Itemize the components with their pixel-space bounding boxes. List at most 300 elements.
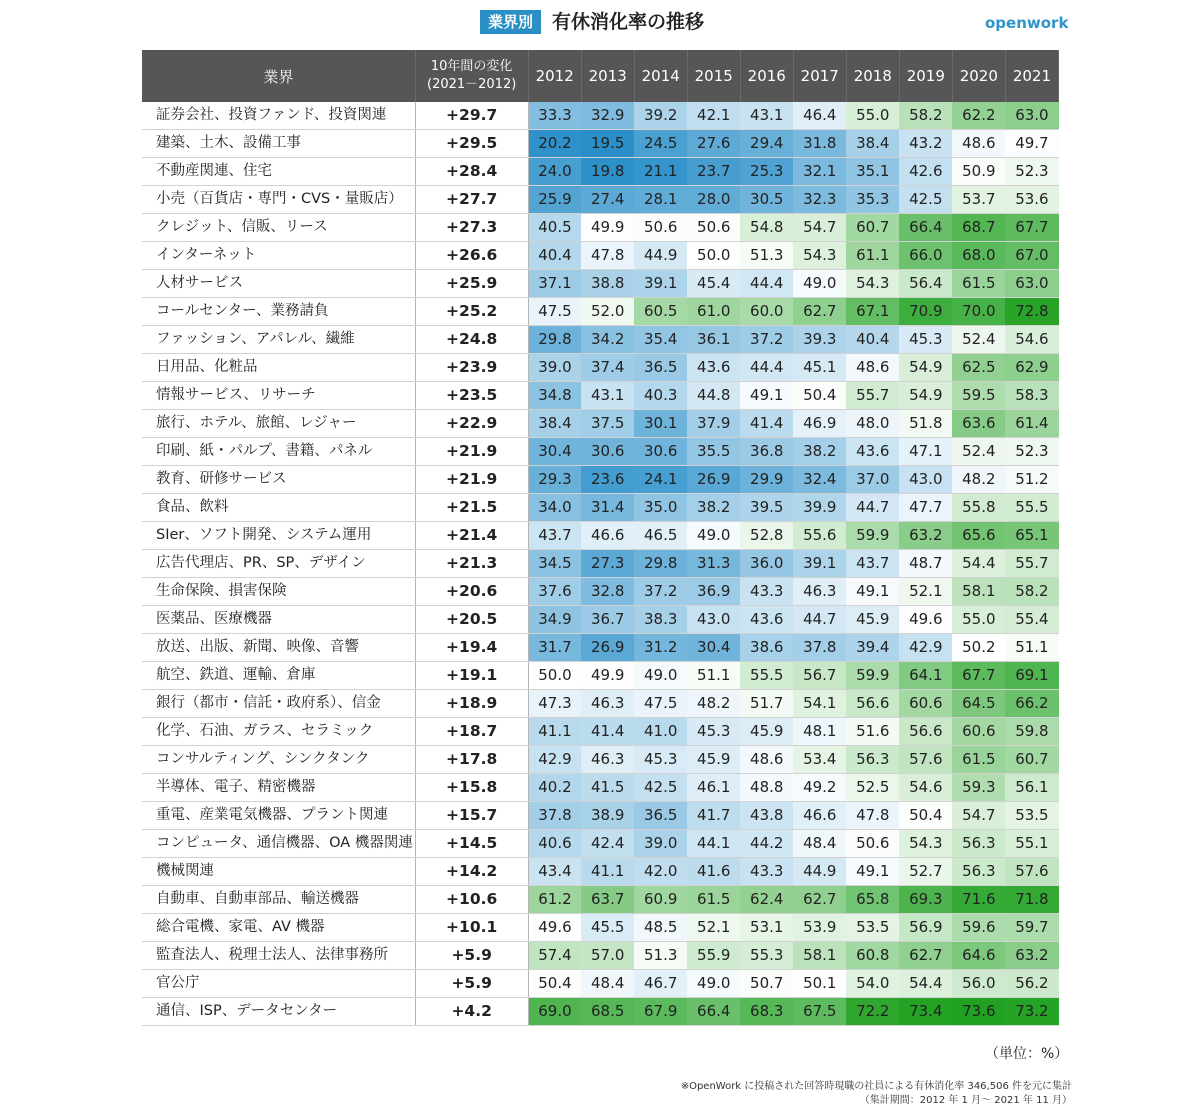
rate-cell: 24.1 xyxy=(634,466,687,494)
rate-cell: 42.4 xyxy=(581,830,634,858)
rate-cell: 44.1 xyxy=(687,830,740,858)
change-value: +26.6 xyxy=(415,242,528,270)
rate-cell: 33.3 xyxy=(528,102,581,130)
rate-cell: 31.7 xyxy=(528,634,581,662)
rate-cell: 67.7 xyxy=(952,662,1005,690)
rate-cell: 38.2 xyxy=(793,438,846,466)
rate-cell: 50.4 xyxy=(528,970,581,998)
rate-cell: 36.9 xyxy=(687,578,740,606)
rate-cell: 71.8 xyxy=(1005,886,1058,914)
table-row xyxy=(142,662,1059,690)
rate-cell: 62.7 xyxy=(793,886,846,914)
industry-name: SIer、ソフト開発、システム運用 xyxy=(142,522,415,550)
rate-cell: 52.1 xyxy=(687,914,740,942)
rate-cell: 24.0 xyxy=(528,158,581,186)
change-value: +14.5 xyxy=(415,830,528,858)
table-row xyxy=(142,774,1059,802)
rate-cell: 31.4 xyxy=(581,494,634,522)
rate-cell: 63.6 xyxy=(952,410,1005,438)
change-header-line1: 10年間の変化 xyxy=(430,59,513,74)
rate-cell: 52.5 xyxy=(846,774,899,802)
change-value: +27.3 xyxy=(415,214,528,242)
rate-cell: 68.0 xyxy=(952,242,1005,270)
rate-cell: 34.2 xyxy=(581,326,634,354)
rate-cell: 53.7 xyxy=(952,186,1005,214)
rate-cell: 63.2 xyxy=(899,522,952,550)
industry-name: インターネット xyxy=(142,242,415,270)
rate-cell: 50.4 xyxy=(899,802,952,830)
industry-name: 食品、飲料 xyxy=(142,494,415,522)
rate-cell: 35.0 xyxy=(634,494,687,522)
industry-name: 証券会社、投資ファンド、投資関連 xyxy=(142,102,415,130)
rate-cell: 41.1 xyxy=(528,718,581,746)
rate-cell: 60.9 xyxy=(634,886,687,914)
table-row xyxy=(142,326,1059,354)
industry-name: 機械関連 xyxy=(142,858,415,886)
rate-cell: 55.3 xyxy=(740,942,793,970)
rate-cell: 55.9 xyxy=(687,942,740,970)
rate-cell: 27.6 xyxy=(687,130,740,158)
rate-cell: 61.5 xyxy=(952,270,1005,298)
rate-cell: 53.4 xyxy=(793,746,846,774)
rate-cell: 39.4 xyxy=(846,634,899,662)
industry-name: 自動車、自動車部品、輸送機器 xyxy=(142,886,415,914)
rate-cell: 63.0 xyxy=(1005,270,1058,298)
rate-cell: 44.2 xyxy=(740,830,793,858)
rate-cell: 39.1 xyxy=(793,550,846,578)
rate-cell: 49.1 xyxy=(740,382,793,410)
rate-cell: 54.4 xyxy=(899,970,952,998)
rate-cell: 70.9 xyxy=(899,298,952,326)
footnote-period: （集計期間：2012 年 1 月〜 2021 年 11 月） xyxy=(859,1095,1072,1106)
rate-cell: 39.0 xyxy=(528,354,581,382)
year-header: 2015 xyxy=(687,50,740,102)
rate-cell: 53.6 xyxy=(1005,186,1058,214)
rate-cell: 30.1 xyxy=(634,410,687,438)
rate-cell: 51.2 xyxy=(1005,466,1058,494)
rate-cell: 49.0 xyxy=(687,970,740,998)
rate-cell: 52.3 xyxy=(1005,438,1058,466)
rate-cell: 46.3 xyxy=(581,690,634,718)
rate-cell: 43.7 xyxy=(528,522,581,550)
rate-cell: 41.5 xyxy=(581,774,634,802)
rate-cell: 56.0 xyxy=(952,970,1005,998)
rate-cell: 73.6 xyxy=(952,998,1005,1026)
rate-cell: 47.1 xyxy=(899,438,952,466)
unit-label: （単位：%） xyxy=(985,1046,1069,1062)
rate-cell: 59.7 xyxy=(1005,914,1058,942)
rate-cell: 49.9 xyxy=(581,662,634,690)
rate-cell: 31.3 xyxy=(687,550,740,578)
rate-cell: 57.4 xyxy=(528,942,581,970)
rate-cell: 49.7 xyxy=(1005,130,1058,158)
rate-cell: 42.1 xyxy=(687,102,740,130)
change-value: +23.9 xyxy=(415,354,528,382)
rate-cell: 51.1 xyxy=(1005,634,1058,662)
change-value: +29.5 xyxy=(415,130,528,158)
table-row xyxy=(142,746,1059,774)
rate-cell: 39.1 xyxy=(634,270,687,298)
rate-cell: 51.3 xyxy=(740,242,793,270)
rate-cell: 29.4 xyxy=(740,130,793,158)
rate-cell: 49.0 xyxy=(793,270,846,298)
rate-cell: 56.4 xyxy=(899,270,952,298)
rate-cell: 37.6 xyxy=(528,578,581,606)
rate-cell: 54.3 xyxy=(846,270,899,298)
rate-cell: 45.3 xyxy=(634,746,687,774)
industry-name: 情報サービス、リサーチ xyxy=(142,382,415,410)
rate-cell: 36.5 xyxy=(634,802,687,830)
rate-cell: 34.0 xyxy=(528,494,581,522)
table-row xyxy=(142,578,1059,606)
rate-cell: 41.6 xyxy=(687,858,740,886)
change-value: +15.7 xyxy=(415,802,528,830)
rate-cell: 61.5 xyxy=(687,886,740,914)
industry-name: 不動産関連、住宅 xyxy=(142,158,415,186)
change-value: +21.5 xyxy=(415,494,528,522)
rate-cell: 36.0 xyxy=(740,550,793,578)
table-body xyxy=(142,102,1059,1026)
change-value: +24.8 xyxy=(415,326,528,354)
rate-cell: 47.7 xyxy=(899,494,952,522)
rate-cell: 45.9 xyxy=(846,606,899,634)
rate-cell: 36.8 xyxy=(740,438,793,466)
rate-cell: 43.7 xyxy=(846,550,899,578)
rate-cell: 57.6 xyxy=(1005,858,1058,886)
rate-cell: 50.0 xyxy=(528,662,581,690)
rate-cell: 49.0 xyxy=(687,522,740,550)
rate-cell: 43.0 xyxy=(899,466,952,494)
rate-cell: 41.1 xyxy=(581,858,634,886)
rate-cell: 56.3 xyxy=(846,746,899,774)
rate-cell: 54.6 xyxy=(899,774,952,802)
rate-cell: 44.7 xyxy=(846,494,899,522)
rate-cell: 39.3 xyxy=(793,326,846,354)
year-header: 2019 xyxy=(899,50,952,102)
rate-cell: 37.8 xyxy=(528,802,581,830)
rate-cell: 45.9 xyxy=(740,718,793,746)
rate-cell: 49.2 xyxy=(793,774,846,802)
rate-cell: 46.1 xyxy=(687,774,740,802)
rate-cell: 58.3 xyxy=(1005,382,1058,410)
rate-cell: 55.5 xyxy=(1005,494,1058,522)
category-tag: 業界別 xyxy=(480,10,541,34)
rate-cell: 24.5 xyxy=(634,130,687,158)
rate-cell: 35.1 xyxy=(846,158,899,186)
rate-cell: 70.0 xyxy=(952,298,1005,326)
rate-cell: 30.4 xyxy=(528,438,581,466)
year-header: 2021 xyxy=(1005,50,1058,102)
rate-cell: 50.7 xyxy=(740,970,793,998)
rate-cell: 66.2 xyxy=(1005,690,1058,718)
rate-cell: 50.4 xyxy=(793,382,846,410)
rate-cell: 56.2 xyxy=(1005,970,1058,998)
rate-cell: 62.9 xyxy=(1005,354,1058,382)
table-row xyxy=(142,158,1059,186)
rate-cell: 60.7 xyxy=(1005,746,1058,774)
industry-name: 建築、土木、設備工事 xyxy=(142,130,415,158)
rate-cell: 38.6 xyxy=(740,634,793,662)
table-row xyxy=(142,606,1059,634)
rate-cell: 39.2 xyxy=(634,102,687,130)
rate-cell: 40.3 xyxy=(634,382,687,410)
rate-cell: 56.1 xyxy=(1005,774,1058,802)
rate-cell: 56.7 xyxy=(793,662,846,690)
rate-cell: 48.6 xyxy=(740,746,793,774)
rate-cell: 63.2 xyxy=(1005,942,1058,970)
rate-cell: 41.4 xyxy=(581,718,634,746)
rate-cell: 50.2 xyxy=(952,634,1005,662)
rate-cell: 41.7 xyxy=(687,802,740,830)
rate-cell: 44.7 xyxy=(793,606,846,634)
rate-cell: 73.4 xyxy=(899,998,952,1026)
industry-name: 生命保険、損害保険 xyxy=(142,578,415,606)
rate-cell: 42.9 xyxy=(528,746,581,774)
rate-cell: 48.0 xyxy=(846,410,899,438)
table-row xyxy=(142,102,1059,130)
rate-cell: 43.6 xyxy=(846,438,899,466)
rate-cell: 40.2 xyxy=(528,774,581,802)
industry-name: 広告代理店、PR、SP、デザイン xyxy=(142,550,415,578)
rate-cell: 48.4 xyxy=(793,830,846,858)
rate-cell: 57.6 xyxy=(899,746,952,774)
rate-cell: 36.1 xyxy=(687,326,740,354)
rate-cell: 69.0 xyxy=(528,998,581,1026)
rate-cell: 45.5 xyxy=(581,914,634,942)
rate-cell: 49.6 xyxy=(528,914,581,942)
rate-cell: 42.0 xyxy=(634,858,687,886)
rate-cell: 49.1 xyxy=(846,858,899,886)
industry-name: クレジット、信販、リース xyxy=(142,214,415,242)
change-value: +21.9 xyxy=(415,466,528,494)
rate-cell: 43.6 xyxy=(740,606,793,634)
rate-cell: 39.0 xyxy=(634,830,687,858)
rate-cell: 25.3 xyxy=(740,158,793,186)
rate-cell: 52.4 xyxy=(952,326,1005,354)
rate-cell: 48.8 xyxy=(740,774,793,802)
rate-cell: 60.6 xyxy=(952,718,1005,746)
rate-cell: 58.2 xyxy=(1005,578,1058,606)
rate-cell: 44.8 xyxy=(687,382,740,410)
rate-cell: 71.6 xyxy=(952,886,1005,914)
rate-cell: 48.6 xyxy=(846,354,899,382)
year-header: 2018 xyxy=(846,50,899,102)
rate-cell: 46.3 xyxy=(581,746,634,774)
rate-cell: 43.3 xyxy=(740,858,793,886)
rate-cell: 67.7 xyxy=(1005,214,1058,242)
rate-cell: 48.2 xyxy=(952,466,1005,494)
change-value: +15.8 xyxy=(415,774,528,802)
rate-cell: 68.5 xyxy=(581,998,634,1026)
rate-cell: 44.4 xyxy=(740,354,793,382)
change-value: +19.4 xyxy=(415,634,528,662)
rate-cell: 30.6 xyxy=(581,438,634,466)
rate-cell: 62.4 xyxy=(740,886,793,914)
rate-cell: 51.8 xyxy=(899,410,952,438)
rate-cell: 52.1 xyxy=(899,578,952,606)
rate-cell: 59.8 xyxy=(1005,718,1058,746)
table-row xyxy=(142,858,1059,886)
year-header: 2017 xyxy=(793,50,846,102)
change-value: +19.1 xyxy=(415,662,528,690)
change-value: +10.1 xyxy=(415,914,528,942)
rate-cell: 62.2 xyxy=(952,102,1005,130)
industry-name: コールセンター、業務請負 xyxy=(142,298,415,326)
table-row xyxy=(142,186,1059,214)
rate-cell: 67.1 xyxy=(846,298,899,326)
rate-cell: 50.6 xyxy=(846,830,899,858)
rate-cell: 37.2 xyxy=(634,578,687,606)
rate-cell: 29.8 xyxy=(528,326,581,354)
rate-cell: 30.6 xyxy=(634,438,687,466)
rate-cell: 55.4 xyxy=(1005,606,1058,634)
table-row xyxy=(142,410,1059,438)
rate-cell: 38.2 xyxy=(687,494,740,522)
rate-cell: 61.1 xyxy=(846,242,899,270)
rate-cell: 53.9 xyxy=(793,914,846,942)
rate-cell: 30.5 xyxy=(740,186,793,214)
table-row xyxy=(142,970,1059,998)
rate-cell: 43.3 xyxy=(740,578,793,606)
rate-cell: 44.4 xyxy=(740,270,793,298)
table-row xyxy=(142,718,1059,746)
table-row xyxy=(142,270,1059,298)
rate-cell: 54.1 xyxy=(793,690,846,718)
table-row xyxy=(142,690,1059,718)
rate-cell: 52.8 xyxy=(740,522,793,550)
rate-cell: 45.3 xyxy=(899,326,952,354)
rate-cell: 36.5 xyxy=(634,354,687,382)
rate-cell: 50.1 xyxy=(793,970,846,998)
rate-cell: 68.7 xyxy=(952,214,1005,242)
rate-cell: 72.2 xyxy=(846,998,899,1026)
brand-logo: openwork xyxy=(985,14,1069,32)
rate-cell: 41.4 xyxy=(740,410,793,438)
rate-cell: 19.5 xyxy=(581,130,634,158)
rate-cell: 56.3 xyxy=(952,858,1005,886)
rate-cell: 49.6 xyxy=(899,606,952,634)
rate-cell: 28.1 xyxy=(634,186,687,214)
rate-cell: 46.9 xyxy=(793,410,846,438)
rate-cell: 56.6 xyxy=(899,718,952,746)
change-value: +10.6 xyxy=(415,886,528,914)
rate-cell: 48.5 xyxy=(634,914,687,942)
rate-cell: 66.0 xyxy=(899,242,952,270)
industry-name: 印刷、紙・パルプ、書籍、パネル xyxy=(142,438,415,466)
rate-cell: 35.4 xyxy=(634,326,687,354)
rate-cell: 47.5 xyxy=(634,690,687,718)
change-header-line2: (2021－2012) xyxy=(427,77,517,92)
year-header: 2020 xyxy=(952,50,1005,102)
rate-cell: 55.0 xyxy=(952,606,1005,634)
rate-cell: 29.3 xyxy=(528,466,581,494)
rate-cell: 56.3 xyxy=(952,830,1005,858)
rate-cell: 69.3 xyxy=(899,886,952,914)
table-row xyxy=(142,942,1059,970)
change-value: +23.5 xyxy=(415,382,528,410)
industry-name: 化学、石油、ガラス、セラミック xyxy=(142,718,415,746)
change-value: +28.4 xyxy=(415,158,528,186)
rate-cell: 37.9 xyxy=(687,410,740,438)
rate-cell: 62.5 xyxy=(952,354,1005,382)
rate-cell: 41.0 xyxy=(634,718,687,746)
change-value: +27.7 xyxy=(415,186,528,214)
industry-name: コンサルティング、シンクタンク xyxy=(142,746,415,774)
rate-cell: 46.6 xyxy=(793,802,846,830)
rate-cell: 26.9 xyxy=(687,466,740,494)
rate-cell: 40.4 xyxy=(528,242,581,270)
rate-cell: 51.3 xyxy=(634,942,687,970)
rate-cell: 62.7 xyxy=(899,942,952,970)
rate-cell: 54.4 xyxy=(952,550,1005,578)
change-header xyxy=(415,50,528,102)
table-row xyxy=(142,830,1059,858)
industry-name: 旅行、ホテル、旅館、レジャー xyxy=(142,410,415,438)
change-value: +29.7 xyxy=(415,102,528,130)
rate-cell: 38.4 xyxy=(846,130,899,158)
rate-cell: 64.5 xyxy=(952,690,1005,718)
rate-cell: 58.1 xyxy=(952,578,1005,606)
rate-cell: 37.4 xyxy=(581,354,634,382)
rate-cell: 32.3 xyxy=(793,186,846,214)
rate-cell: 55.7 xyxy=(846,382,899,410)
rate-cell: 37.0 xyxy=(846,466,899,494)
change-value: +5.9 xyxy=(415,970,528,998)
rate-cell: 26.9 xyxy=(581,634,634,662)
rate-cell: 54.6 xyxy=(1005,326,1058,354)
rate-cell: 49.0 xyxy=(634,662,687,690)
rate-cell: 32.4 xyxy=(793,466,846,494)
rate-cell: 43.1 xyxy=(581,382,634,410)
industry-name: ファッション、アパレル、繊維 xyxy=(142,326,415,354)
table-row xyxy=(142,634,1059,662)
industry-header: 業界 xyxy=(142,50,415,102)
rate-cell: 52.3 xyxy=(1005,158,1058,186)
rate-cell: 59.6 xyxy=(952,914,1005,942)
rate-cell: 28.0 xyxy=(687,186,740,214)
industry-name: 小売（百貨店・専門・CVS・量販店） xyxy=(142,186,415,214)
rate-cell: 64.6 xyxy=(952,942,1005,970)
rate-cell: 40.4 xyxy=(846,326,899,354)
rate-cell: 63.7 xyxy=(581,886,634,914)
rate-cell: 48.6 xyxy=(952,130,1005,158)
rate-cell: 53.5 xyxy=(846,914,899,942)
rate-cell: 72.8 xyxy=(1005,298,1058,326)
industry-name: 航空、鉄道、運輸、倉庫 xyxy=(142,662,415,690)
industry-name: 銀行（都市・信託・政府系）、信金 xyxy=(142,690,415,718)
industry-name: 医薬品、医療機器 xyxy=(142,606,415,634)
rate-cell: 21.1 xyxy=(634,158,687,186)
rate-cell: 46.5 xyxy=(634,522,687,550)
rate-cell: 43.2 xyxy=(899,130,952,158)
rate-cell: 61.5 xyxy=(952,746,1005,774)
rate-cell: 65.8 xyxy=(846,886,899,914)
rate-cell: 27.4 xyxy=(581,186,634,214)
rate-cell: 60.6 xyxy=(899,690,952,718)
table-row xyxy=(142,914,1059,942)
change-value: +17.8 xyxy=(415,746,528,774)
rate-cell: 29.8 xyxy=(634,550,687,578)
rate-cell: 27.3 xyxy=(581,550,634,578)
table-row xyxy=(142,998,1059,1026)
rate-cell: 60.8 xyxy=(846,942,899,970)
rate-cell: 52.0 xyxy=(581,298,634,326)
change-value: +21.9 xyxy=(415,438,528,466)
rate-cell: 61.4 xyxy=(1005,410,1058,438)
rate-cell: 34.9 xyxy=(528,606,581,634)
rate-cell: 55.1 xyxy=(1005,830,1058,858)
rate-cell: 65.1 xyxy=(1005,522,1058,550)
